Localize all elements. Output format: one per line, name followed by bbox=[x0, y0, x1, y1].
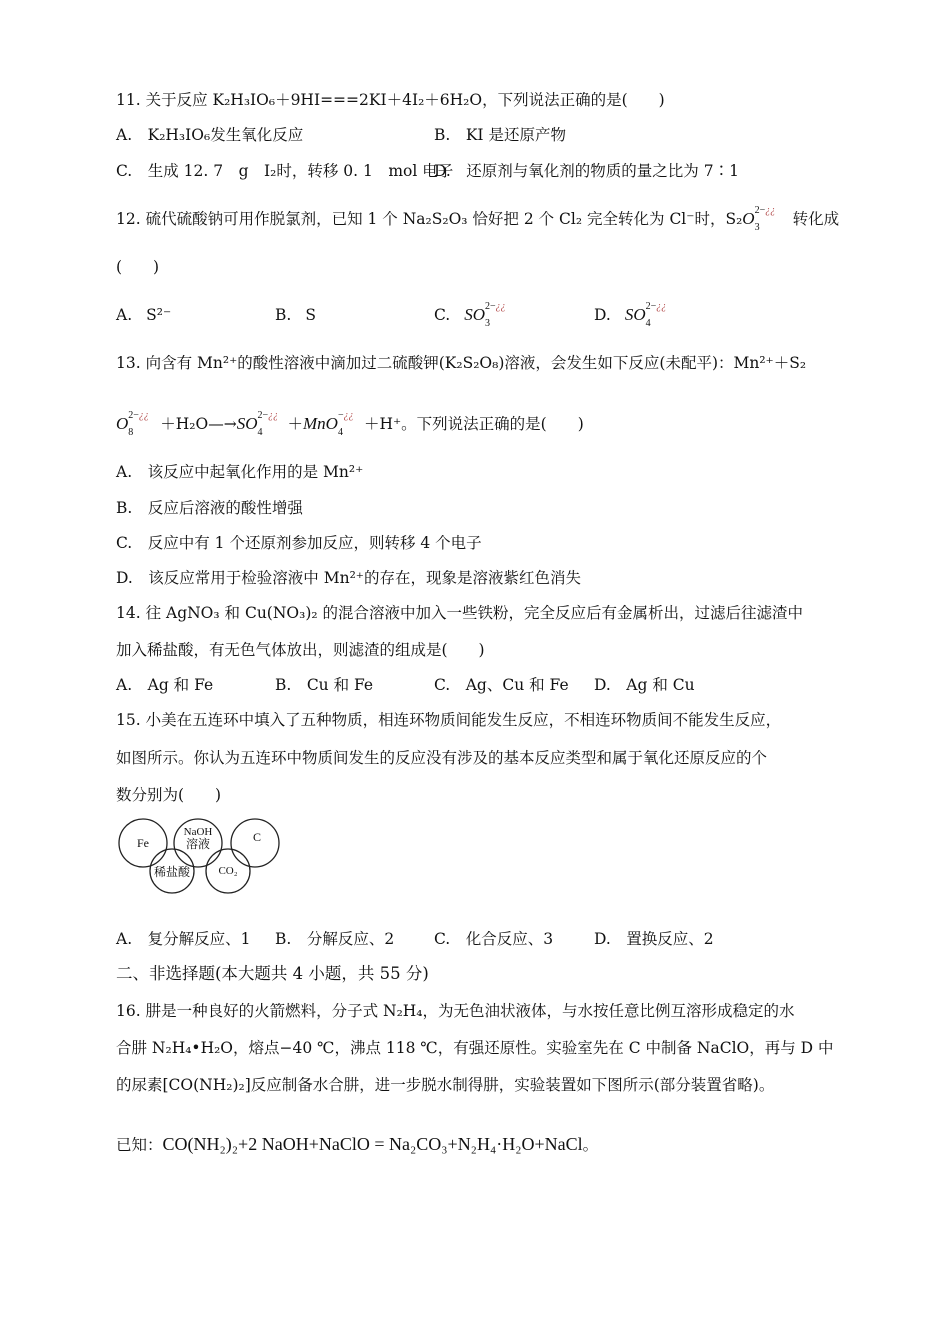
ring-label-naoh: NaOH bbox=[183, 826, 213, 838]
q11-stem: 11. 关于反应 K₂H₃IO₆＋9HI===2KI＋4I₂＋6H₂O，下列说法正确的是( ) bbox=[116, 91, 665, 109]
q15-stem-line3: 数分别为( ) bbox=[116, 786, 222, 804]
q12-ion-s2o3: O 2−¿¿ 3 bbox=[742, 205, 776, 233]
q12-stem bbox=[116, 205, 840, 233]
q12-option-c: C. SO 2−¿¿ 3 bbox=[434, 301, 506, 329]
q11-option-a: A. K₂H₃IO₆发生氧化反应 bbox=[116, 126, 304, 144]
q13-option-d: D. 该反应常用于检验溶液中 Mn²⁺的存在，现象是溶液紫红色消失 bbox=[116, 569, 581, 587]
q13-stem-line1: 13. 向含有 Mn²⁺的酸性溶液中滴加过二硫酸钾(K₂S₂O₈)溶液，会发生如下反应(未配平)：Mn²⁺＋S₂ bbox=[116, 354, 807, 372]
section-heading: 二、非选择题(本大题共 4 小题，共 55 分) bbox=[116, 964, 429, 983]
equation: CO(NH₂)₂+2 NaOH+NaClO = Na₂CO₃+N₂H₄·H₂O+NaCl bbox=[162, 1134, 583, 1154]
known-label: 已知： bbox=[116, 1136, 163, 1154]
q11-option-b: B. KI 是还原产物 bbox=[434, 126, 566, 144]
ring-label-co2: CO₂ bbox=[218, 865, 238, 877]
q12-stem-text: 12. 硫代硫酸钠可用作脱氯剂，已知 1 个 Na₂S₂O₃ 恰好把 2 个 Cl₂ 完全转化为 Cl⁻时，S₂ bbox=[116, 210, 743, 228]
q15-option-c: C. 化合反应、3 bbox=[434, 930, 554, 948]
q13-option-a: A. 该反应中起氧化作用的是 Mn²⁺ bbox=[116, 463, 364, 481]
q14-option-c: C. Ag、Cu 和 Fe bbox=[434, 676, 569, 694]
q16-stem-line2: 合肼 N₂H₄•H₂O，熔点−40 ℃，沸点 118 ℃，有强还原性。实验室先在 C 中制备 NaClO，再与 D 中 bbox=[116, 1039, 834, 1057]
q12-option-a: A. S²⁻ bbox=[116, 306, 172, 324]
q14-option-a: A. Ag 和 Fe bbox=[116, 676, 214, 694]
q11-option-c: C. 生成 12. 7 g I₂时，转移 0. 1 mol 电子 bbox=[116, 162, 454, 180]
q13-stem-line2: O 2−¿¿ 8 ＋H₂O—→SO 2−¿¿ 4 ＋MnO −¿¿ 4 ＋H⁺。下列说法正确的是( ) bbox=[116, 410, 584, 438]
q15-stem-line1: 15. 小美在五连环中填入了五种物质，相连环物质间能发生反应，不相连环物质间不能发生反应， bbox=[116, 711, 782, 729]
q11-option-d: D. 还原剂与氧化剂的物质的量之比为 7∶1 bbox=[434, 162, 739, 180]
q12-option-d: D. SO 2−¿¿ 4 bbox=[594, 301, 667, 329]
q16-stem-line3: 的尿素[CO(NH₂)₂]反应制备水合肼，进一步脱水制得肼，实验装置如下图所示(部分装置省略)。 bbox=[116, 1076, 775, 1094]
ring-label-c: C bbox=[252, 830, 262, 844]
q15-option-a: A. 复分解反应、1 bbox=[116, 930, 251, 948]
five-rings-diagram bbox=[116, 816, 286, 896]
ring-label-fe: Fe bbox=[137, 836, 149, 850]
q14-stem-line1: 14. 往 AgNO₃ 和 Cu(NO₃)₂ 的混合溶液中加入一些铁粉，完全反应后有金属析出，过滤后往滤渣中 bbox=[116, 604, 804, 622]
q16-stem-line1: 16. 肼是一种良好的火箭燃料，分子式 N₂H₄，为无色油状液体，与水按任意比例互溶形成稳定的水 bbox=[116, 1002, 795, 1020]
ring-label-naoh-2: 溶液 bbox=[185, 837, 211, 851]
q14-stem-line2: 加入稀盐酸，有无色气体放出，则滤渣的组成是( ) bbox=[116, 641, 485, 659]
q12-stem-end: 转化成 bbox=[792, 210, 840, 228]
q13-ion-s2o8: O 2−¿¿ 8 bbox=[116, 410, 149, 438]
q15-option-b: B. 分解反应、2 bbox=[275, 930, 395, 948]
ring-label-hcl: 稀盐酸 bbox=[153, 865, 191, 879]
equation-end: 。 bbox=[582, 1136, 599, 1154]
q14-option-d: D. Ag 和 Cu bbox=[594, 676, 695, 694]
q13-option-c: C. 反应中有 1 个还原剂参加反应，则转移 4 个电子 bbox=[116, 534, 482, 552]
q14-option-b: B. Cu 和 Fe bbox=[275, 676, 374, 694]
q13-ion-mno4: MnO −¿¿ 4 bbox=[303, 410, 354, 438]
q13-ion-so4: SO 2−¿¿ 4 bbox=[236, 410, 279, 438]
q15-stem-line2: 如图所示。你认为五连环中物质间发生的反应没有涉及的基本反应类型和属于氧化还原反应的个 bbox=[116, 749, 768, 767]
q15-option-d: D. 置换反应、2 bbox=[594, 930, 714, 948]
q16-known-equation bbox=[116, 1131, 598, 1158]
q13-option-b: B. 反应后溶液的酸性增强 bbox=[116, 499, 303, 517]
q12-paren: ( ) bbox=[116, 258, 160, 276]
q12-option-b: B. S bbox=[275, 306, 316, 324]
